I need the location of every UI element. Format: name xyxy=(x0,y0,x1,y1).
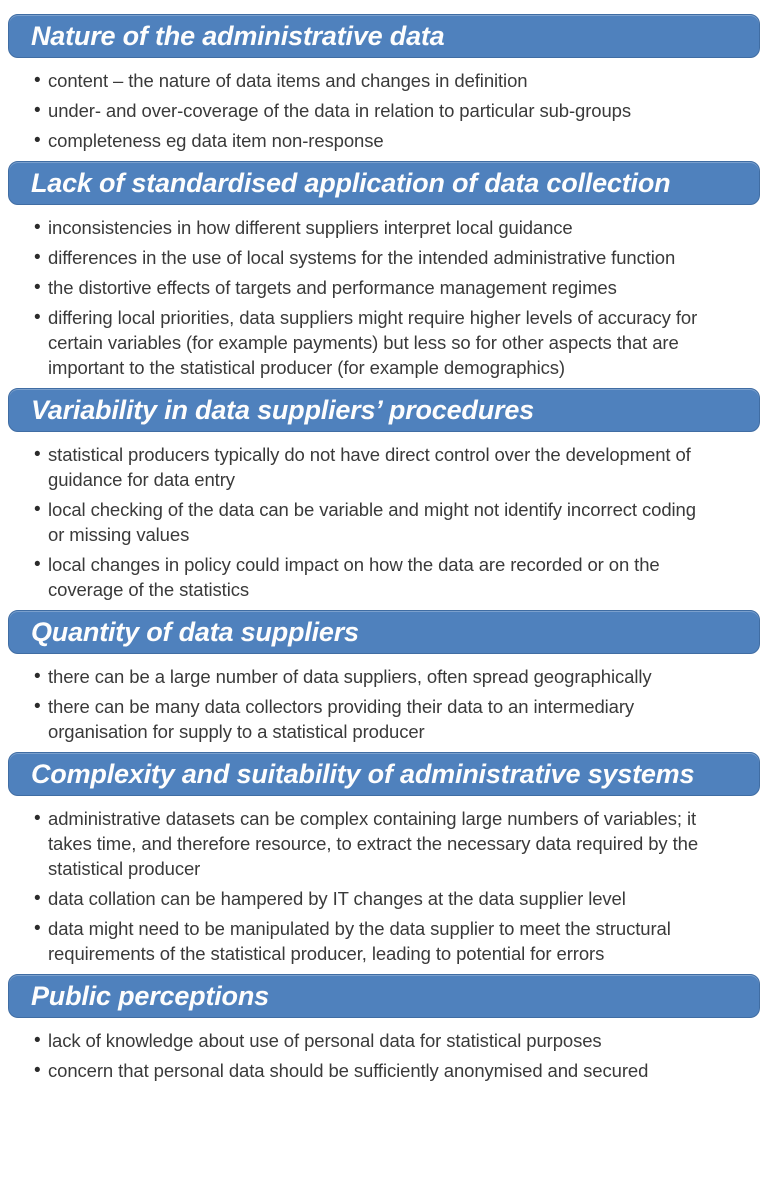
bullet-list xyxy=(0,215,768,380)
bullet-item: • concern that personal data should be sufficiently anonymised and secured xyxy=(34,1058,712,1083)
bullet-item: • data collation can be hampered by IT changes at the data supplier level xyxy=(34,886,712,911)
section-title: Nature of the administrative data xyxy=(31,20,445,51)
bullet-item: • differing local priorities, data suppliers might require higher levels of accuracy for certain variables (for example payments) but less so for other aspects that are important to the statistical producer (for example demographics) xyxy=(34,305,712,380)
section-public-perceptions xyxy=(0,974,768,1083)
bullet-item: • differences in the use of local systems for the intended administrative function xyxy=(34,245,712,270)
bullet-item: • data might need to be manipulated by the data supplier to meet the structural requirements of the statistical producer, leading to potential for errors xyxy=(34,916,712,966)
section-header-bar xyxy=(8,161,760,205)
bullet-item: • local checking of the data can be variable and might not identify incorrect coding or missing values xyxy=(34,497,712,547)
section-header-bar xyxy=(8,974,760,1018)
section-quantity-of-data-suppliers xyxy=(0,610,768,744)
bullet-item: • administrative datasets can be complex containing large numbers of variables; it takes time, and therefore resource, to extract the necessary data required by the statistical producer xyxy=(34,806,712,881)
bullet-item: • lack of knowledge about use of personal data for statistical purposes xyxy=(34,1028,712,1053)
section-complexity-and-suitability xyxy=(0,752,768,966)
bullet-item: • inconsistencies in how different suppliers interpret local guidance xyxy=(34,215,712,240)
section-header-bar xyxy=(8,752,760,796)
bullet-item: • completeness eg data item non-response xyxy=(34,128,712,153)
section-title: Lack of standardised application of data collection xyxy=(31,167,671,198)
bullet-list xyxy=(0,442,768,602)
bullet-item: • the distortive effects of targets and performance management regimes xyxy=(34,275,712,300)
bullet-item: • under- and over-coverage of the data in relation to particular sub-groups xyxy=(34,98,712,123)
section-header-bar xyxy=(8,14,760,58)
section-variability-in-suppliers-procedures xyxy=(0,388,768,602)
bullet-item: • content – the nature of data items and changes in definition xyxy=(34,68,712,93)
section-header-bar xyxy=(8,610,760,654)
section-title: Variability in data suppliers’ procedures xyxy=(31,394,534,425)
bullet-list xyxy=(0,68,768,153)
bullet-list xyxy=(0,664,768,744)
bullet-list xyxy=(0,1028,768,1083)
section-title: Public perceptions xyxy=(31,980,269,1011)
bullet-item: • there can be a large number of data suppliers, often spread geographically xyxy=(34,664,712,689)
bullet-item: • there can be many data collectors providing their data to an intermediary organisation for supply to a statistical producer xyxy=(34,694,712,744)
bullet-list xyxy=(0,806,768,966)
section-title: Complexity and suitability of administrative systems xyxy=(31,758,695,789)
section-title: Quantity of data suppliers xyxy=(31,616,359,647)
section-header-bar xyxy=(8,388,760,432)
section-lack-of-standardised-application xyxy=(0,161,768,380)
section-nature-of-admin-data xyxy=(0,14,768,153)
bullet-item: • local changes in policy could impact on how the data are recorded or on the coverage of the statistics xyxy=(34,552,712,602)
bullet-item: • statistical producers typically do not have direct control over the development of guidance for data entry xyxy=(34,442,712,492)
